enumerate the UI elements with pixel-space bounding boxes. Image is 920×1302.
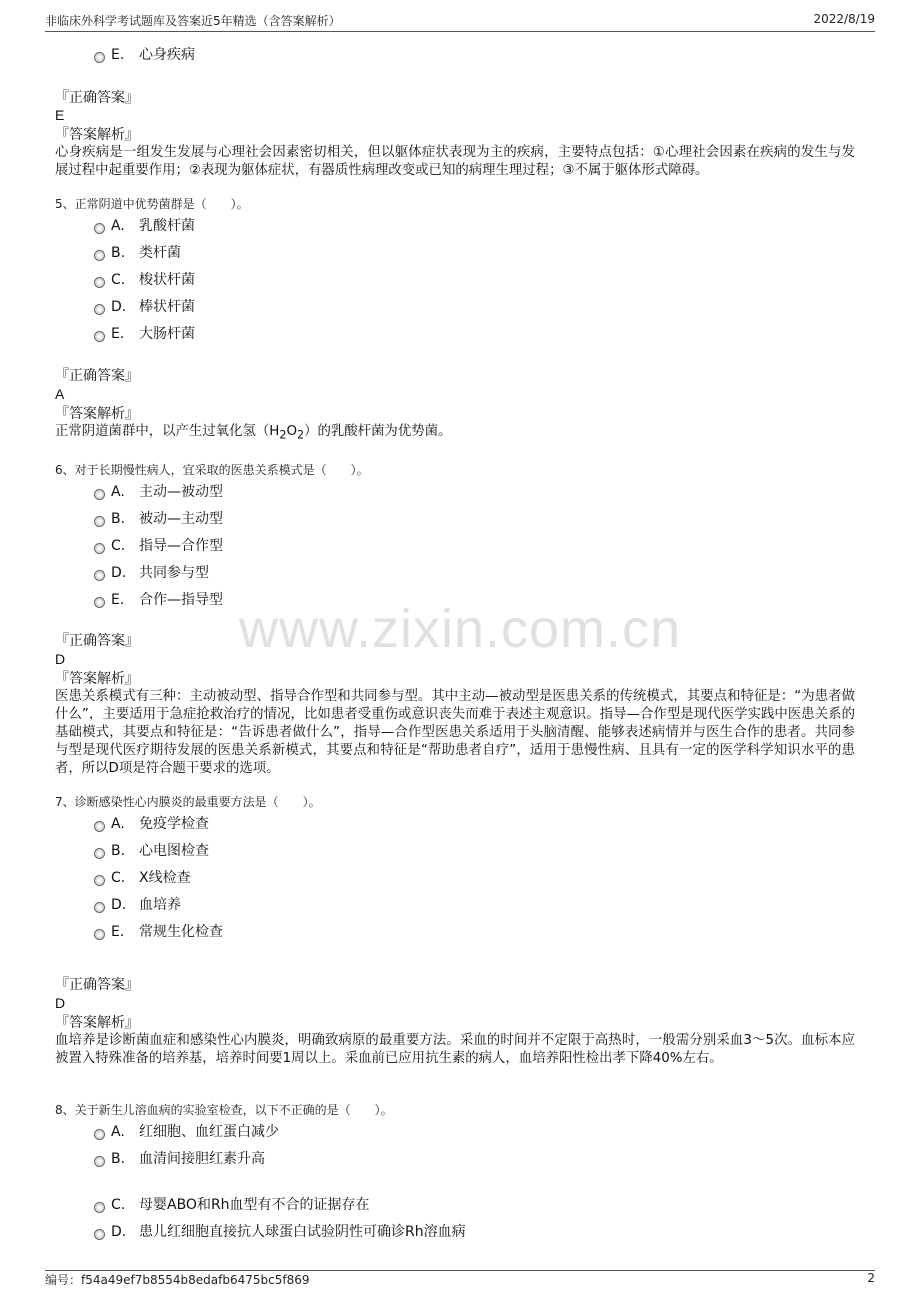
option-text: 乳酸杆菌: [139, 218, 195, 234]
option-text: 合作—指导型: [139, 592, 223, 608]
option-letter: A.: [111, 816, 125, 832]
explanation-label: 『答案解析』: [55, 406, 139, 422]
radio-icon[interactable]: [94, 1129, 105, 1140]
option-text: 类杆菌: [139, 245, 181, 261]
radio-icon[interactable]: [94, 848, 105, 859]
option-letter: D.: [111, 1224, 127, 1240]
option-letter: D.: [111, 299, 127, 315]
page-number: 2: [867, 1271, 875, 1285]
option-letter: D.: [111, 565, 127, 581]
option-text: 血培养: [139, 897, 181, 913]
explanation-q4: 心身疾病是一组发生发展与心理社会因素密切相关，但以躯体症状表现为主的疾病，主要特点包括：①心理社会因素在疾病的发生与发展过程中起重要作用；②表现为躯体症状，有器质性病理改变或已知的病理生理过程；③不属于躯体形式障碍。: [55, 145, 856, 178]
option-q8-b[interactable]: [94, 1149, 265, 1169]
radio-icon[interactable]: [94, 821, 105, 832]
correct-answer-label: 『正确答案』: [55, 977, 139, 993]
explanation-q7: 血培养是诊断菌血症和感染性心内膜炎，明确致病原的最重要方法。采血的时间并不定限于高热时，一般需分别采血3～5次。血标本应被置入特殊准备的培养基，培养时间要1周以上。采血前已应用抗生素的病人，血培养阳性检出孝下降40%左右。: [55, 1033, 855, 1066]
option-q7-e[interactable]: [94, 922, 223, 942]
radio-icon[interactable]: [94, 489, 105, 500]
question-stem-q5: 5、正常阴道中优势菌群是（ ）。: [55, 197, 249, 211]
correct-answer-label: 『正确答案』: [55, 368, 139, 384]
option-q7-a[interactable]: [94, 814, 209, 834]
option-letter: A.: [111, 218, 125, 234]
option-q6-c[interactable]: [94, 536, 223, 556]
option-letter: E.: [111, 924, 125, 940]
explanation-q6: 医患关系模式有三种：主动被动型、指导合作型和共同参与型。其中主动—被动型是医患关系的传统模式，其要点和特征是：“为患者做什么”，主要适用于急症抢救治疗的情况，比如患者受重伤或意识丧失而难于表述主观意识。指导—合作型是现代医学实践中医患关系的基础模式，其要点和特征是：“告诉患者做什么”，指导—合作型医患关系适用于头脑清醒、能够表述病情并与医生合作的患者。共同参与型是现代医疗期待发展的医患关系新模式，其要点和特征是“帮助患者自疗”，适用于患慢性病、且具有一定的医学科学知识水平的患者，所以D项是符合题干要求的选项。: [55, 689, 855, 776]
option-letter: E.: [111, 47, 125, 63]
explanation-label: 『答案解析』: [55, 127, 139, 143]
radio-icon[interactable]: [94, 597, 105, 608]
question-stem-q6: 6、对于长期慢性病人，宜采取的医患关系模式是（ ）。: [55, 463, 369, 477]
option-letter: E.: [111, 592, 125, 608]
document-code: 编号：f54a49ef7b8554b8edafb6475bc5f869: [45, 1273, 310, 1287]
watermark: www.zixin.com.cn: [238, 599, 682, 659]
radio-icon[interactable]: [94, 929, 105, 940]
option-text: 患儿红细胞直接抗人球蛋白试验阴性可确诊Rh溶血病: [139, 1224, 466, 1240]
option-q4-e[interactable]: [94, 45, 195, 65]
option-letter: A.: [111, 484, 125, 500]
option-letter: B.: [111, 511, 126, 527]
option-text: 免疫学检查: [139, 816, 209, 832]
option-letter: C.: [111, 870, 126, 886]
option-letter: C.: [111, 272, 126, 288]
option-letter: D.: [111, 897, 127, 913]
radio-icon[interactable]: [94, 304, 105, 315]
option-letter: C.: [111, 1197, 126, 1213]
option-q7-c[interactable]: [94, 868, 191, 888]
option-text: 主动—被动型: [139, 484, 223, 500]
option-q7-b[interactable]: [94, 841, 209, 861]
correct-answer-q6: D: [55, 651, 66, 667]
option-q8-c[interactable]: [94, 1195, 370, 1215]
option-q5-c[interactable]: [94, 270, 195, 290]
option-text: 红细胞、血红蛋白减少: [139, 1124, 279, 1140]
option-text: 棒状杆菌: [139, 299, 195, 315]
option-text: 母婴ABO和Rh血型有不合的证据存在: [139, 1197, 370, 1213]
option-letter: C.: [111, 538, 126, 554]
option-q6-e[interactable]: [94, 590, 223, 610]
question-stem-q8: 8、关于新生儿溶血病的实验室检查，以下不正确的是（ ）。: [55, 1103, 393, 1117]
option-letter: B.: [111, 245, 126, 261]
correct-answer-q4: E: [55, 107, 65, 123]
option-text: X线检查: [139, 870, 191, 886]
option-text: 指导—合作型: [139, 538, 223, 554]
radio-icon[interactable]: [94, 250, 105, 261]
question-stem-q7: 7、诊断感染性心内膜炎的最重要方法是（ ）。: [55, 795, 321, 809]
option-q8-a[interactable]: [94, 1122, 279, 1142]
option-text: 心电图检查: [139, 843, 209, 859]
option-text: 被动—主动型: [139, 511, 223, 527]
radio-icon[interactable]: [94, 223, 105, 234]
radio-icon[interactable]: [94, 52, 105, 63]
document-title: 非临床外科学考试题库及答案近5年精选（含答案解析）: [45, 14, 341, 28]
radio-icon[interactable]: [94, 543, 105, 554]
correct-answer-label: 『正确答案』: [55, 633, 139, 649]
document-date: 2022/8/19: [813, 12, 875, 26]
option-q8-d[interactable]: [94, 1222, 466, 1242]
option-text: 共同参与型: [139, 565, 209, 581]
radio-icon[interactable]: [94, 277, 105, 288]
explanation-q5: 正常阴道菌群中，以产生过氧化氢$(H_2O_2)$的乳酸杆菌为优势菌。: [55, 424, 452, 442]
radio-icon[interactable]: [94, 516, 105, 527]
option-letter: A.: [111, 1124, 125, 1140]
header-rule: [45, 31, 875, 32]
radio-icon[interactable]: [94, 1156, 105, 1167]
option-text: 大肠杆菌: [139, 326, 195, 342]
option-q7-d[interactable]: [94, 895, 181, 915]
correct-answer-label: 『正确答案』: [55, 90, 139, 106]
explanation-label: 『答案解析』: [55, 1015, 139, 1031]
radio-icon[interactable]: [94, 875, 105, 886]
option-q5-b[interactable]: [94, 243, 181, 263]
radio-icon[interactable]: [94, 331, 105, 342]
option-q5-d[interactable]: [94, 297, 195, 317]
correct-answer-q7: D: [55, 995, 66, 1011]
option-letter: E.: [111, 326, 125, 342]
radio-icon[interactable]: [94, 902, 105, 913]
option-q6-a[interactable]: [94, 482, 223, 502]
option-q5-e[interactable]: [94, 324, 195, 344]
option-text: 心身疾病: [139, 47, 195, 63]
correct-answer-q5: A: [55, 386, 65, 402]
radio-icon[interactable]: [94, 1202, 105, 1213]
option-letter: B.: [111, 843, 126, 859]
option-q6-d[interactable]: [94, 563, 209, 583]
option-q6-b[interactable]: [94, 509, 223, 529]
option-letter: B.: [111, 1151, 126, 1167]
option-text: 梭状杆菌: [139, 272, 195, 288]
radio-icon[interactable]: [94, 1229, 105, 1240]
radio-icon[interactable]: [94, 570, 105, 581]
option-q5-a[interactable]: [94, 216, 195, 236]
explanation-label: 『答案解析』: [55, 671, 139, 687]
option-text: 血清间接胆红素升高: [139, 1151, 265, 1167]
option-text: 常规生化检查: [139, 924, 223, 940]
